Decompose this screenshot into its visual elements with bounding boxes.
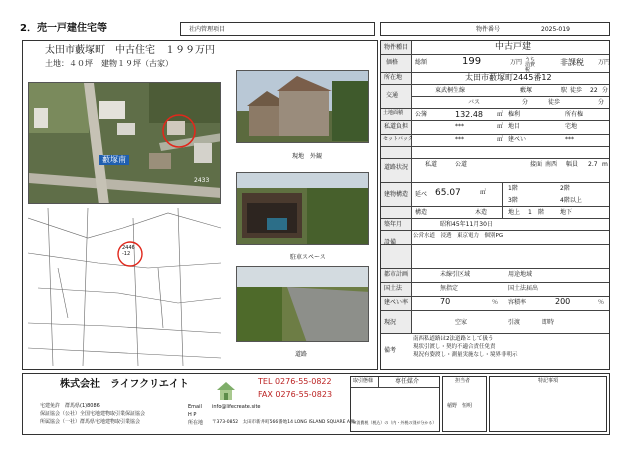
delivery-label: 引渡 <box>508 319 521 326</box>
far-unit: ％ <box>598 299 605 306</box>
hp-label: H P <box>188 412 197 418</box>
setback-value: *** <box>455 136 464 143</box>
coverage-unit: ％ <box>492 299 499 306</box>
email-value[interactable]: info@lifecreate.site <box>212 404 261 410</box>
land-area-label: 土地面積 <box>383 110 404 116</box>
planning-value: 未線引区域 <box>440 271 471 278</box>
line-value: 東武桐生線 <box>435 87 466 94</box>
photo-road <box>236 266 369 342</box>
walk-unit: 分 <box>602 87 609 94</box>
mgmt-label: 社内管理項目 <box>189 26 226 33</box>
planning-label: 都市計画 <box>384 271 409 278</box>
license-1: 宅建免許 群馬県(1)8086 <box>40 403 100 409</box>
remark-line: 南西私道路は2法道路として扱う <box>413 336 494 342</box>
fax-number: FAX 0276-55-0823 <box>258 390 333 399</box>
photo-parking-image <box>237 173 369 245</box>
land-area-sub: 公簿 <box>415 111 428 118</box>
delivery-value: 即時 <box>542 319 555 326</box>
photo2-caption: 駐車スペース <box>290 254 326 261</box>
bus-unit: 分 <box>522 99 529 106</box>
trade-label: 取引態様 <box>353 378 374 384</box>
private-road-unit: ㎡ <box>497 123 504 130</box>
struct-label: 建物構造 <box>384 191 409 198</box>
road-label: 道路状況 <box>384 164 409 171</box>
special-label: 特記事項 <box>538 378 559 384</box>
license-3: 所属協会（一社）群馬県宅地建物取引業協会 <box>40 419 141 425</box>
floor-label: 延べ <box>415 191 428 198</box>
status-value: 空家 <box>455 319 468 326</box>
special-notes-box <box>489 376 607 432</box>
location-label: 所在地 <box>384 74 403 81</box>
remarks-label: 備考 <box>384 347 397 354</box>
coverage-value: 70 <box>440 297 451 306</box>
chimoku-label: 地目 <box>508 123 521 130</box>
setback-label: セットバック <box>383 136 413 142</box>
listing-subline: 土地：４０坪 建物１９坪（古家） <box>45 59 173 68</box>
struct-type-label: 構造 <box>415 209 428 216</box>
tax-value: 非課税 <box>560 58 584 67</box>
building-cov-label: 建ぺい <box>508 136 527 143</box>
property-number-value: 2025-019 <box>541 26 570 33</box>
right-label: 権利 <box>508 111 521 118</box>
photo-parking <box>236 172 369 245</box>
basement-value: 1 <box>528 209 532 216</box>
floor4-label: 4階以上 <box>560 197 582 204</box>
national-value: 国土法届出 <box>508 285 539 292</box>
aerial-map <box>28 82 221 204</box>
photo-road-image <box>237 267 369 342</box>
map-station-label: 藪塚南 <box>99 155 129 165</box>
road-private: 私道 <box>425 161 438 168</box>
built-label: 築年月 <box>384 221 403 228</box>
road-width-label: 幅員 <box>566 161 579 168</box>
company-name: 株式会社 ライフクリエイト <box>60 379 189 390</box>
basement-label: 地下 <box>560 209 573 216</box>
photo-exterior-image <box>237 71 369 143</box>
station-suffix: 駅 <box>561 87 568 94</box>
property-number-box <box>380 22 610 36</box>
building-cov-value: *** <box>565 136 574 143</box>
road-width-unit: m <box>602 161 608 168</box>
address-label: 所在地 <box>188 420 204 426</box>
aerial-map-image <box>29 83 221 204</box>
agent-value: 稲野 恒明 <box>447 403 473 409</box>
license-2: 保証協会（公社）全国宅地建物取引業保証協会 <box>40 411 146 417</box>
coverage-label: 建ぺい率 <box>384 299 409 306</box>
utilities-value: 公営水道 浸透 東京電力 個別PG <box>413 233 504 239</box>
transport-label: 交通 <box>386 92 399 99</box>
private-road-value: *** <box>455 123 464 130</box>
land-law-label: 国土法 <box>384 285 403 292</box>
built-value: 昭和45年11月30日 <box>440 221 493 228</box>
above-label: 地上 <box>508 209 521 216</box>
zoning-label: 用途地域 <box>508 271 533 278</box>
road-dir-label: 接面 <box>530 161 543 168</box>
photo3-caption: 道路 <box>295 351 308 358</box>
station-value: 藪塚 <box>520 87 533 94</box>
plot-diagram <box>28 208 221 366</box>
right-value: 所有権 <box>565 111 584 118</box>
price-sub-label: 総額 <box>415 59 428 66</box>
walk-label: 徒歩 <box>570 87 583 94</box>
trade-value: 専任媒介 <box>395 378 420 385</box>
tax-label: うち消費税 <box>525 57 536 73</box>
walk2-label: 徒歩 <box>548 99 561 106</box>
page-title: 2．売一戸建住宅等 <box>20 23 107 34</box>
walk2-unit: 分 <box>598 99 605 106</box>
category-label: 物件種目 <box>384 44 409 51</box>
private-road-label: 私道負担 <box>384 123 409 130</box>
price-value: 199 <box>462 56 482 67</box>
email-label: Email <box>188 404 202 410</box>
land-area-unit: ㎡ <box>497 111 504 118</box>
setback-unit: ㎡ <box>497 136 504 143</box>
plot-number-label: 2446 -12 <box>122 245 135 257</box>
status-label: 現況 <box>384 319 397 326</box>
land-law-value: 無指定 <box>440 285 459 292</box>
floor-area-unit: ㎡ <box>480 189 487 196</box>
photo-exterior <box>236 70 369 143</box>
property-number-label: 物件番号 <box>476 26 501 33</box>
photo1-caption: 現地 外観 <box>292 153 323 160</box>
plot-diagram-lines <box>28 208 221 366</box>
far-label: 容積率 <box>508 299 527 306</box>
map-code-label: 2433 <box>194 177 210 184</box>
chimoku-value: 宅地 <box>565 123 578 130</box>
listing-headline: 太田市藪塚町 中古住宅 １９９万円 <box>45 45 215 56</box>
floor2-label: 2階 <box>560 185 570 192</box>
notes-small: ※消費税（税込）の（内・外税の別が分かる） <box>353 420 437 425</box>
price-label: 価格 <box>386 59 399 66</box>
category-value: 中古戸建 <box>495 42 532 52</box>
price-unit: 万円 <box>510 59 523 66</box>
location-value: 太田市藪塚町2445番12 <box>465 73 552 82</box>
floor1-label: 1階 <box>508 185 518 192</box>
company-logo-icon <box>215 380 237 402</box>
agent-label: 担当者 <box>455 378 471 384</box>
address-value: 〒373-0852 太田市新井町566番地14 LONG ISLAND SQUARE A棟 <box>212 420 355 425</box>
land-area-value: 132.48 <box>455 110 483 119</box>
floor3-label: 3階 <box>508 197 518 204</box>
remark-line: 現況有姿渡し・測量実施なし・境界非明示 <box>413 352 518 358</box>
tel-number: TEL 0276-55-0822 <box>258 377 332 386</box>
mgmt-box <box>180 22 375 36</box>
above-value: 階 <box>538 209 545 216</box>
road-public: 公道 <box>455 161 468 168</box>
road-width-value: 2.7 <box>588 161 598 168</box>
remark-line: 現状引渡し・契約不適合責任免責 <box>413 344 496 350</box>
tax-unit: 万円 <box>598 59 611 66</box>
walk-value: 22 <box>590 87 598 94</box>
floor-area-value: 65.07 <box>435 188 461 198</box>
utilities-label: 設備 <box>384 239 397 246</box>
struct-type-value: 木造 <box>475 209 488 216</box>
far-value: 200 <box>555 297 571 306</box>
road-dir-value: 南西 <box>545 161 558 168</box>
bus-label: バス <box>468 99 481 106</box>
